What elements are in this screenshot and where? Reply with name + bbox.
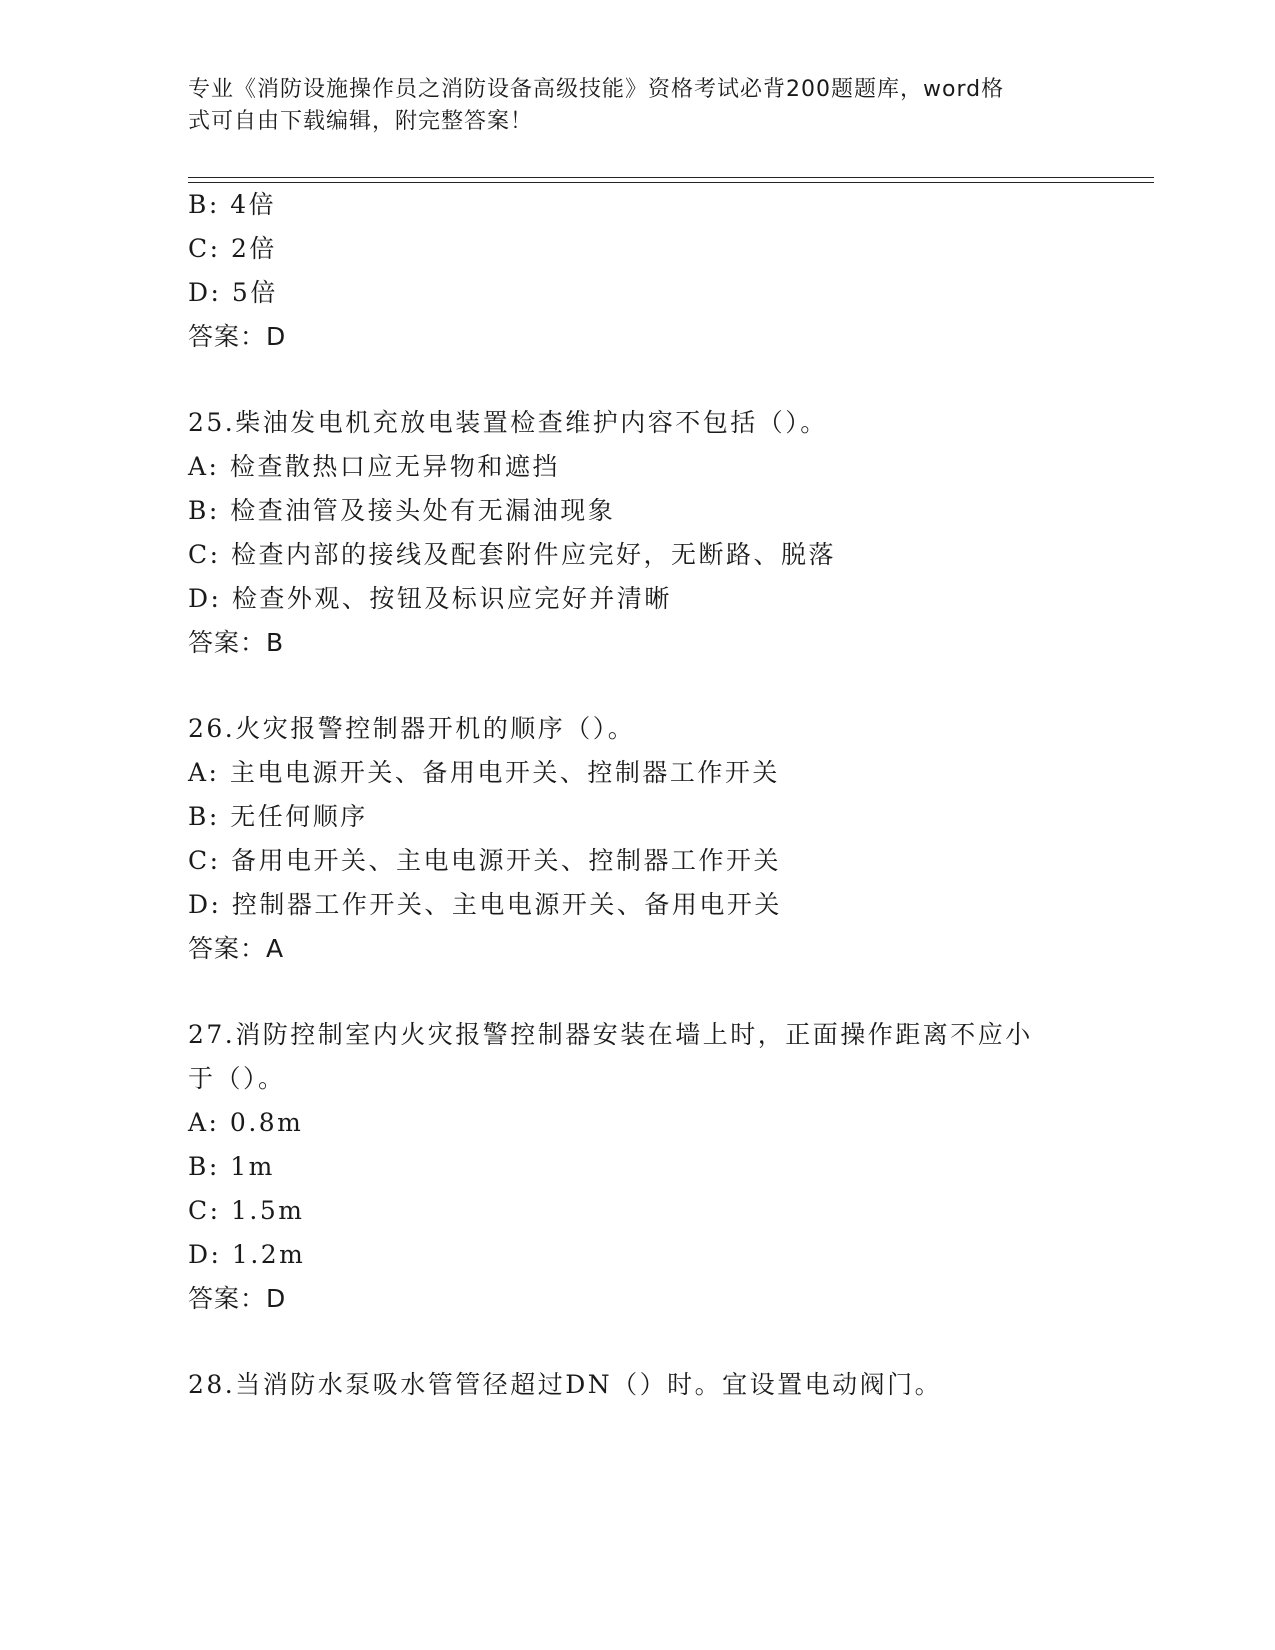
option-c: C: 备用电开关、主电电源开关、控制器工作开关 xyxy=(188,846,781,875)
question-stem: 28.当消防水泵吸水管管径超过DN（）时。宜设置电动阀门。 xyxy=(188,1370,943,1399)
option-b: B: 检查油管及接头处有无漏油现象 xyxy=(188,496,616,525)
option-a: A: 0.8m xyxy=(188,1108,304,1137)
option-c: C: 检查内部的接线及配套附件应完好，无断路、脱落 xyxy=(188,540,837,569)
option-b: B: 4倍 xyxy=(188,190,277,219)
option-d: D: 检查外观、按钮及标识应完好并清晰 xyxy=(188,584,672,613)
header-divider-bottom xyxy=(188,182,1154,183)
option-c: C: 2倍 xyxy=(188,234,277,263)
answer: 答案：A xyxy=(188,934,285,963)
question-stem: 26.火灾报警控制器开机的顺序（）。 xyxy=(188,714,636,743)
option-b: B: 1m xyxy=(188,1152,275,1181)
header-line-1: 专业《消防设施操作员之消防设备高级技能》资格考试必背200题题库，word格 xyxy=(188,77,1005,102)
option-d: D: 1.2m xyxy=(188,1240,306,1269)
option-d: D: 控制器工作开关、主电电源开关、备用电开关 xyxy=(188,890,782,919)
question-stem-line-2: 于（）。 xyxy=(188,1064,286,1093)
option-d: D: 5倍 xyxy=(188,278,278,307)
option-a: A: 主电电源开关、备用电开关、控制器工作开关 xyxy=(188,758,780,787)
option-c: C: 1.5m xyxy=(188,1196,305,1225)
question-stem: 25.柴油发电机充放电装置检查维护内容不包括（）。 xyxy=(188,408,828,437)
option-a: A: 检查散热口应无异物和遮挡 xyxy=(188,452,560,481)
answer: 答案：D xyxy=(188,1284,287,1313)
header-divider-top xyxy=(188,177,1154,178)
question-stem-line-1: 27.消防控制室内火灾报警控制器安装在墙上时，正面操作距离不应小 xyxy=(188,1020,1033,1049)
option-b: B: 无任何顺序 xyxy=(188,802,368,831)
header-line-2: 式可自由下载编辑，附完整答案！ xyxy=(188,109,534,134)
answer: 答案：D xyxy=(188,322,287,351)
document-header xyxy=(188,74,1068,138)
answer: 答案：B xyxy=(188,628,285,657)
